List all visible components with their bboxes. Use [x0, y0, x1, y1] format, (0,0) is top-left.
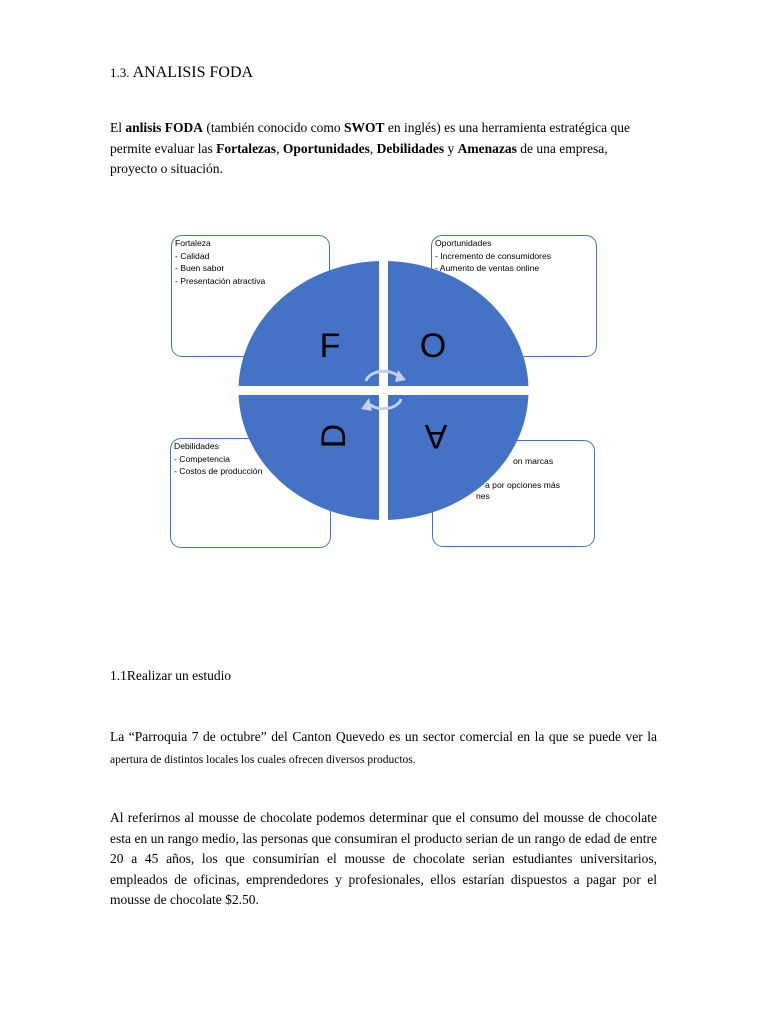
quadrant-d	[230, 395, 379, 525]
intro-text: (también conocido como	[203, 120, 344, 135]
amenazas-item: nes	[476, 490, 490, 501]
oportunidades-item: - Aumento de ventas online	[435, 263, 540, 273]
intro-bold-foda: anlisis FODA	[125, 120, 204, 135]
fortaleza-item: - Buen sabor	[175, 263, 225, 273]
debilidades-title: Debilidades	[174, 441, 219, 451]
letter-a: A	[424, 417, 448, 455]
intro-bold-debilidades: Debilidades	[376, 140, 445, 156]
letter-o: O	[419, 327, 447, 365]
foda-quadrants	[230, 255, 533, 525]
oportunidades-item: - Incremento de consumidores	[435, 250, 552, 261]
intro-bold-swot: SWOT	[343, 120, 385, 135]
intro-bold-fortalezas: Fortalezas	[216, 140, 277, 156]
oportunidades-title: Oportunidades	[435, 238, 492, 248]
intro-bold-amenazas: Amenazas	[457, 140, 517, 156]
study-paragraph-1	[110, 727, 657, 770]
debilidades-item: - Competencia	[174, 453, 230, 464]
section-number: 1.3.	[110, 65, 130, 80]
intro-text: de una empresa, proyecto o situación.	[110, 140, 608, 176]
intro-bold-oportunidades: Oportunidades	[282, 140, 370, 156]
study-paragraph-1-text: La “Parroquia 7 de octubre” del Canton Quevedo es un sector comercial en la que se puede ver la	[110, 729, 657, 744]
letter-d: D	[315, 423, 353, 449]
fortaleza-title: Fortaleza	[175, 238, 211, 248]
fortaleza-item: - Presentación atractiva	[175, 275, 266, 286]
intro-text: ,	[369, 140, 377, 156]
amenazas-item: a por opciones más	[485, 479, 560, 490]
letter-f: F	[319, 327, 341, 365]
amenazas-item: on marcas	[513, 455, 554, 466]
study-heading: 1.1Realizar un estudio	[110, 668, 232, 683]
intro-text: y	[444, 140, 458, 156]
debilidades-item: - Costos de producción	[174, 466, 263, 476]
study-paragraph-1-small-text: apertura de distintos locales los cuales ofrecen diversos productos.	[110, 753, 416, 766]
study-paragraph-2: Al referirnos al mousse de chocolate podemos determinar que el consumo del mousse de chocolate esta en un rango medio, las personas que consumiran el producto serian de un rango de edad de entre 20 a 45 años, los que consumirían el mousse de chocolate serian estudiantes universitarios, empleados de oficinas, emprendedores y profesionales, ellos estarían dispuestos a pagar por el mousse de chocolate $2.50.	[110, 810, 657, 907]
quadrant-f	[230, 255, 379, 386]
intro-text: en inglés) es una herramienta estratégica que permite evaluar las	[110, 120, 631, 156]
fortaleza-item: - Calidad	[175, 250, 210, 261]
intro-text: ,	[276, 140, 283, 156]
quadrant-o	[388, 255, 533, 386]
quadrant-a	[388, 395, 533, 525]
intro-text: El	[110, 120, 126, 135]
section-title: ANALISIS FODA	[132, 64, 254, 81]
